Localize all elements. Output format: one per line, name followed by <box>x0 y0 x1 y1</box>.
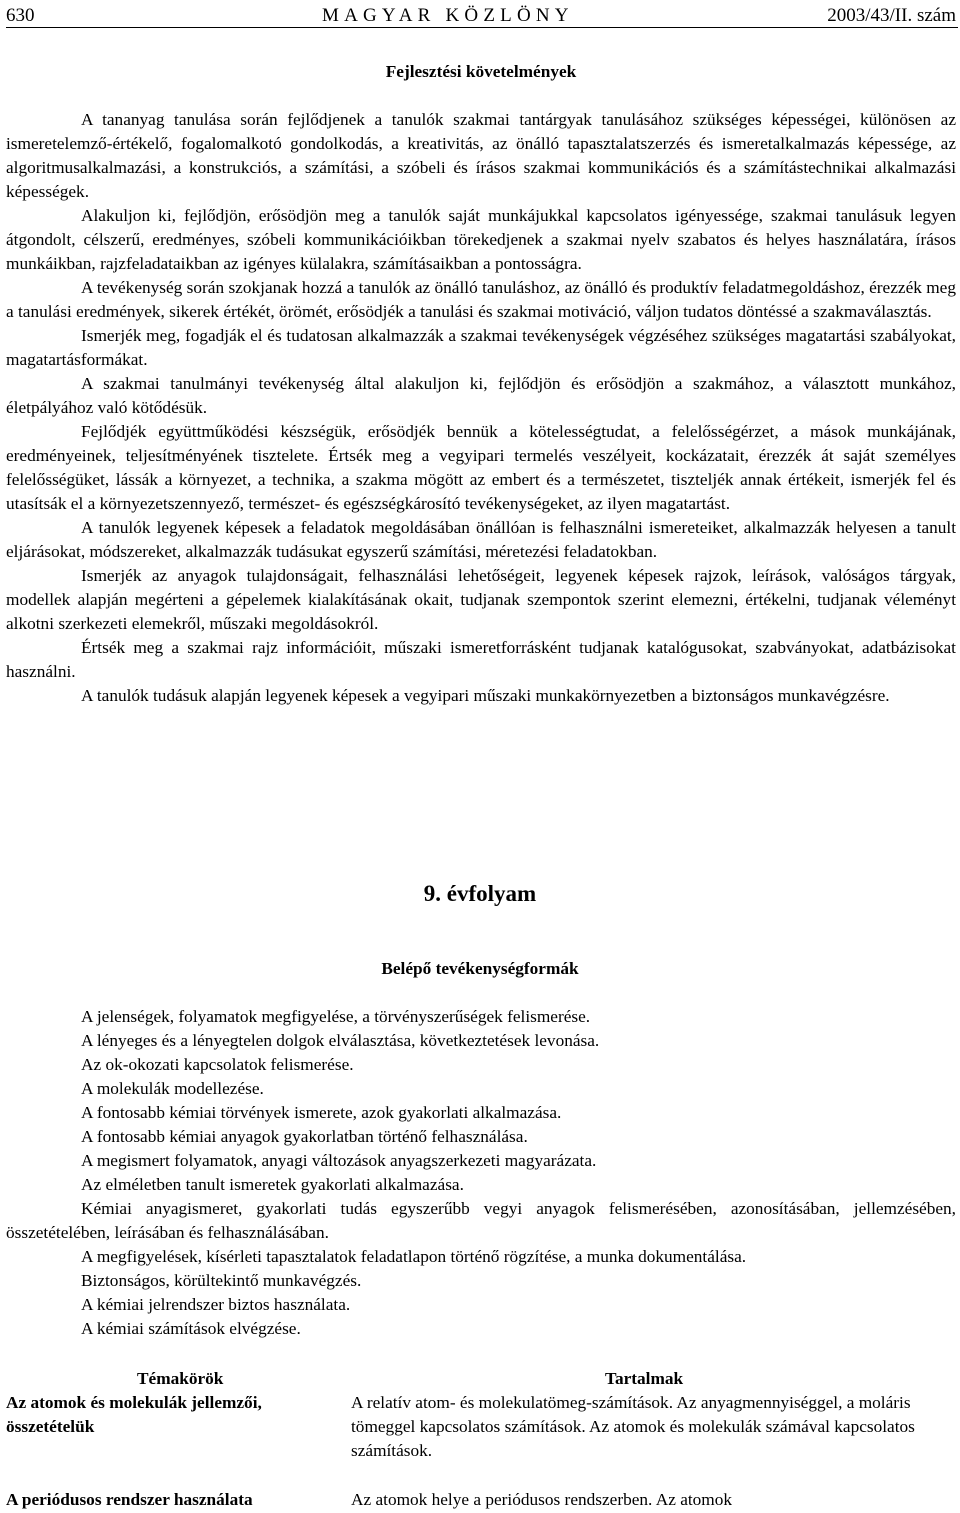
header-rule <box>6 27 958 28</box>
list-item: A megismert folyamatok, anyagi változások anyagszerkezeti magyarázata. <box>81 1151 597 1170</box>
page-number: 630 <box>6 5 35 26</box>
development-requirements-section <box>6 60 956 708</box>
entry-activities-list <box>6 1005 956 1341</box>
paragraph: Értsék meg a szakmai rajz információit, műszaki ismeretforrásként tudjanak katalógusokat, szabványokat, adatbázisokat használni. <box>6 638 956 681</box>
list-item: A jelenségek, folyamatok megfigyelése, a törvényszerűségek felismerése. <box>81 1007 591 1026</box>
paragraph: A tanulók tudásuk alapján legyenek képesek a vegyipari műszaki munkakörnyezetben a biztonságos munkavégzésre. <box>81 686 890 705</box>
paragraph: Alakuljon ki, fejlődjön, erősödjön meg a tanulók saját munkájukkal kapcsolatos igényessége, szakmai tanulásuk legyen átgondolt, célszerű, eredményes, szóbeli kommunikációikban törekedjenek a szakmai nyelv szabatos és helyes használatára, írásos munkáikban, rajzfeladataikban az igényes külalakra, számításaikban a pontosságra. <box>6 206 956 273</box>
issue-number: 2003/43/II. szám <box>827 5 956 26</box>
paragraph: Ismerjék az anyagok tulajdonságait, felhasználási lehetőségeit, legyenek képesek rajzok, leírások, valóságos tárgyak, modellek alapján megérteni a gépelemek kialakításának okait, tudjanak szempontok szerint elemezni, értékelni, tudjanak véleményt alkotni szerkezeti elemekről, műszaki megoldásokról. <box>6 566 956 633</box>
section-title: Fejlesztési követelmények <box>385 62 577 81</box>
list-item: A kémiai jelrendszer biztos használata. <box>81 1295 351 1314</box>
content-column-header: Tartalmak <box>605 1369 684 1388</box>
paragraph: Fejlődjék együttműködési készségük, erősödjék bennük a kötelességtudat, a felelősségérzet, a mások munkájának, eredményeinek, teljesítményének tisztelete. Értsék meg a vegyipari termelés veszélyeit, kockázatait, érezzék át saját személyes felelősségüket, lássák a környezet, a technika, a szakma mögött az embert és a természetet, tiszteljék annak értékeit, ismerjék fel és utasítsák el a környezetszennyező, természet- és egészségkárosító tevékenységeket, az ilyen magatartást. <box>6 422 956 513</box>
paragraph: A tanulók legyenek képesek a feladatok megoldásában önállóan is felhasználni ismereteiket, alkalmazzák helyesen a tanult eljárásokat, módszereket, alkalmazzák tudásukat egyszerű számítási, méretezési feladatokban. <box>6 518 956 561</box>
entry-activities-title: Belépő tevékenységformák <box>381 959 579 978</box>
list-item: A fontosabb kémiai anyagok gyakorlatban történő felhasználása. <box>81 1127 528 1146</box>
list-item: Biztonságos, körültekintő munkavégzés. <box>81 1271 362 1290</box>
grade-title: 9. évfolyam <box>423 881 537 906</box>
list-item: A molekulák modellezése. <box>81 1079 264 1098</box>
paragraph: A tevékenység során szokjanak hozzá a tanulók az önálló tanuláshoz, az önálló és produktív feladatmegoldáshoz, érezzék meg a tanulási eredmények, sikerek értékét, örömét, erősödjék a tanulási és szakmai motiváció, váljon tudatos döntéssé a szakmaválasztás. <box>6 278 956 321</box>
list-item: Az elméletben tanult ismeretek gyakorlati alkalmazása. <box>81 1175 464 1194</box>
list-item: A megfigyelések, kísérleti tapasztalatok feladatlapon történő rögzítése, a munka dokumentálása. <box>81 1247 747 1266</box>
table-row-topic: Az atomok és molekulák jellemzői, összetételük <box>6 1393 262 1436</box>
list-item: A lényeges és a lényegtelen dolgok elválasztása, következtetések levonása. <box>81 1031 600 1050</box>
list-item: Az ok-okozati kapcsolatok felismerése. <box>81 1055 354 1074</box>
publication-title: MAGYAR KÖZLÖNY <box>322 5 574 26</box>
table-row-content: A relatív atom- és molekulatömeg-számítások. Az anyagmennyiséggel, a moláris tömeggel kapcsolatos számítások. Az atomok és molekulák számával kapcsolatos számítások. <box>351 1393 915 1460</box>
list-item: A fontosabb kémiai törvények ismerete, azok gyakorlati alkalmazása. <box>81 1103 562 1122</box>
paragraph: Ismerjék meg, fogadják el és tudatosan alkalmazzák a szakmai tevékenységek végzéséhez szükséges magatartási szabályokat, magatartásformákat. <box>6 326 956 369</box>
table-row-topic: A periódusos rendszer használata <box>6 1490 253 1509</box>
paragraph: A szakmai tanulmányi tevékenység által alakuljon ki, fejlődjön és erősödjön a szakmához, a választott munkához, életpályához való kötődésük. <box>6 374 956 417</box>
table-row-content: Az atomok helye a periódusos rendszerben. Az atomok <box>351 1490 733 1509</box>
paragraph: A tananyag tanulása során fejlődjenek a tanulók szakmai tantárgyak tanulásához szükséges képességei, különösen az ismeretelemző-értékelő, fogalomalkotó gondolkodás, a kreativitás, az önálló tapasztalatszerzés és ismeretalkalmazás képessége, az algoritmusalkalmazási, a konstrukciós, a számítási, a szóbeli és írásos szakmai kommunikációs és a számítástechnikai alkalmazási képességek. <box>6 110 956 201</box>
topics-column-header: Témakörök <box>137 1369 224 1388</box>
list-item: Kémiai anyagismeret, gyakorlati tudás egyszerűbb vegyi anyagok felismerésében, azonosításában, jellemzésében, összetételében, leírásában és felhasználásában. <box>6 1199 956 1242</box>
list-item: A kémiai számítások elvégzése. <box>81 1319 301 1338</box>
